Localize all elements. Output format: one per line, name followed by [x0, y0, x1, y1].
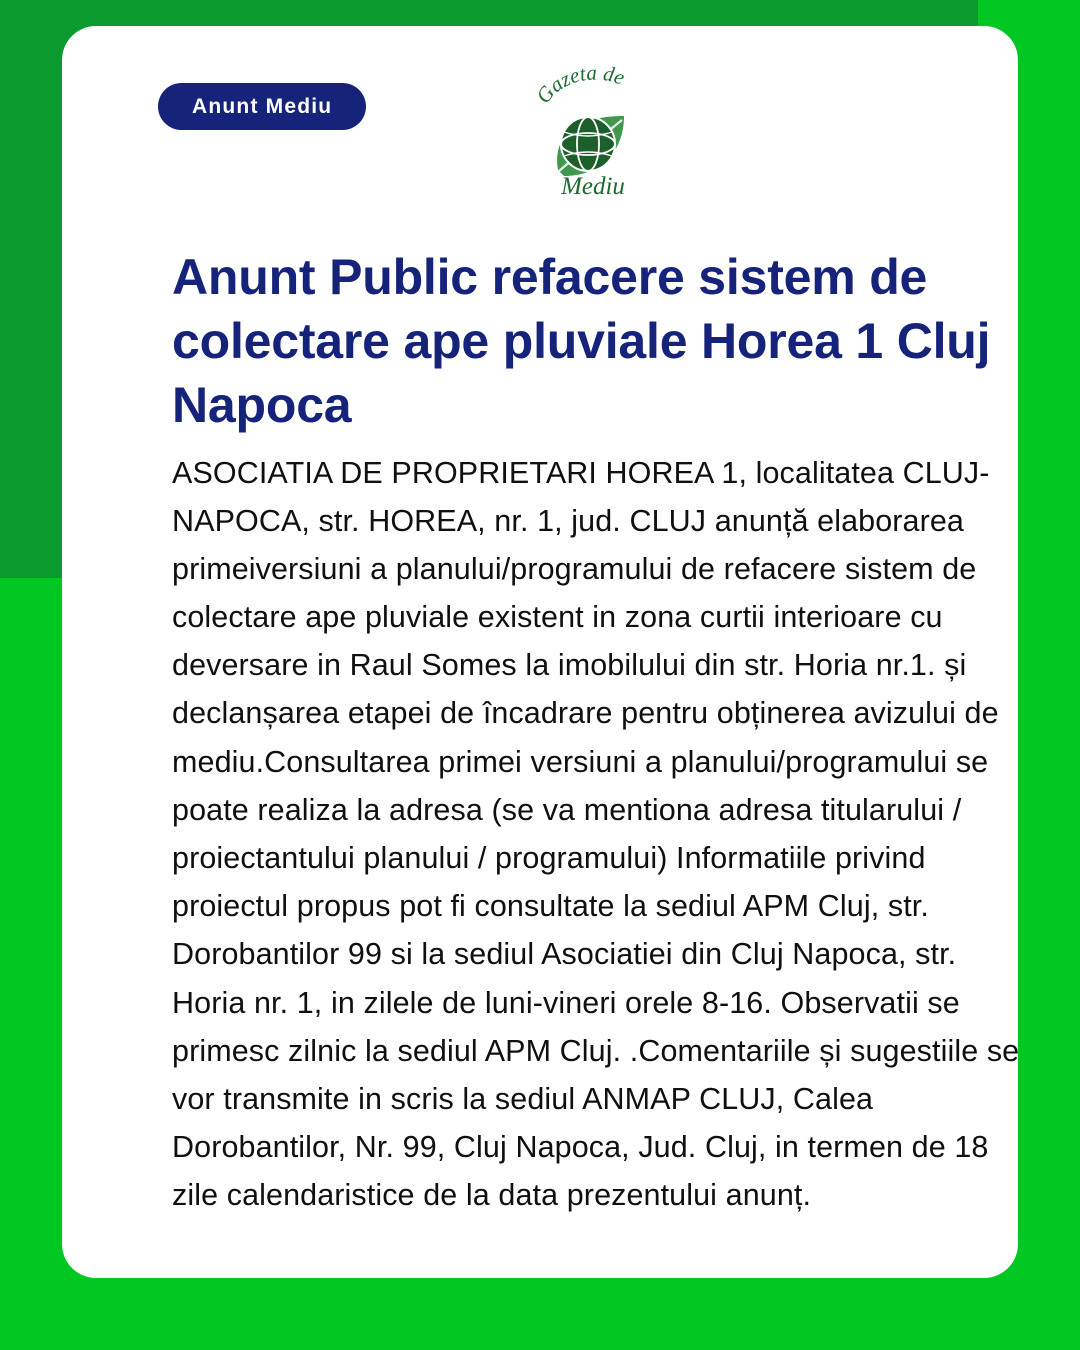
background-accent-strip — [0, 0, 24, 578]
page-title: Anunt Public refacere sistem de colectare ape pluviale Horea 1 Cluj Napoca — [172, 248, 991, 433]
category-badge: Anunt Mediu — [158, 83, 366, 130]
svg-text:Gazeta de: Gazeta de — [531, 66, 629, 108]
announcement-body: ASOCIATIA DE PROPRIETARI HOREA 1, localitatea CLUJ-NAPOCA, str. HOREA, nr. 1, jud. CLUJ anunță elaborarea primeiversiuni a planului/programului de refacere sistem de colectare ape pluviale existent in zona curtii interioare cu deversare in Raul Somes la imobilului din str. Horia nr.1. și declanșarea etapei de încadrare pentru obținerea avizului de mediu.Consultarea primei versiuni a planului/programului se poate realiza la adresa (se va mentiona adresa titularului / proiectantului planului / programului) Informatiile privind proiectul propus pot fi consultate la sediul APM Cluj, str. Dorobantilor 99 si la sediul Asociatiei din Cluj Napoca, str. Horia nr. 1, in zilele de luni-vineri orele 8-16. Observatii se primesc zilnic la sediul APM Cluj. .Comentariile și sugestiile se vor transmite in scris la sediul ANMAP CLUJ, Calea Dorobantilor, Nr. 99, Cluj Napoca, Jud. Cluj, in termen de 18 zile calendaristice de la data prezentului anunț. — [172, 455, 1020, 1213]
announcement-card — [62, 26, 1018, 1278]
gazeta-de-mediu-logo — [528, 66, 658, 201]
svg-text:Mediu: Mediu — [561, 173, 625, 200]
